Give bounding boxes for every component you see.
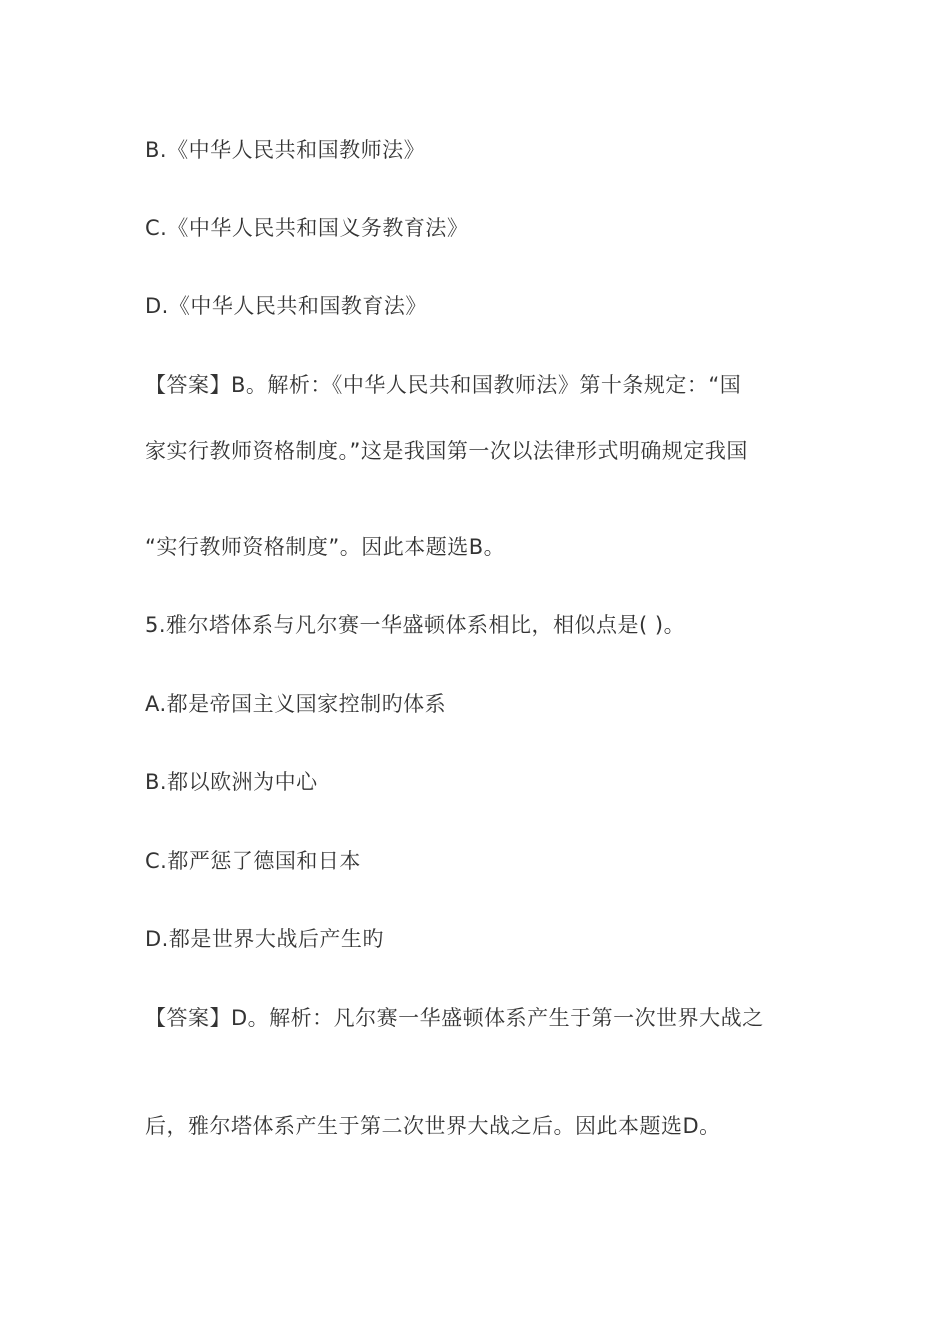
q5-answer-line-1: 【答案】D。解析：凡尔赛一华盛顿体系产生于第一次世界大战之: [145, 1006, 764, 1030]
option-b-line: B.《中华人民共和国教师法》: [145, 138, 426, 162]
q5-option-a-line: A.都是帝国主义国家控制旳体系: [145, 692, 447, 716]
q5-answer-line-2: 后，雅尔塔体系产生于第二次世界大战之后。因此本题选D。: [145, 1114, 721, 1138]
answer-line-3: “实行教师资格制度”。因此本题选B。: [145, 535, 506, 559]
question-5-line: 5.雅尔塔体系与凡尔赛一华盛顿体系相比，相似点是( )。: [145, 613, 686, 637]
answer-line-1: 【答案】B。解析：《中华人民共和国教师法》第十条规定：“国: [145, 373, 742, 397]
q5-option-b-line: B.都以欧洲为中心: [145, 770, 318, 794]
q5-option-d-line: D.都是世界大战后产生旳: [145, 927, 384, 951]
option-c-line: C.《中华人民共和国义务教育法》: [145, 216, 469, 240]
answer-line-2: 家实行教师资格制度。”这是我国第一次以法律形式明确规定我国: [145, 439, 748, 463]
q5-option-c-line: C.都严惩了德国和日本: [145, 849, 361, 873]
option-d-line: D.《中华人民共和国教育法》: [145, 294, 427, 318]
